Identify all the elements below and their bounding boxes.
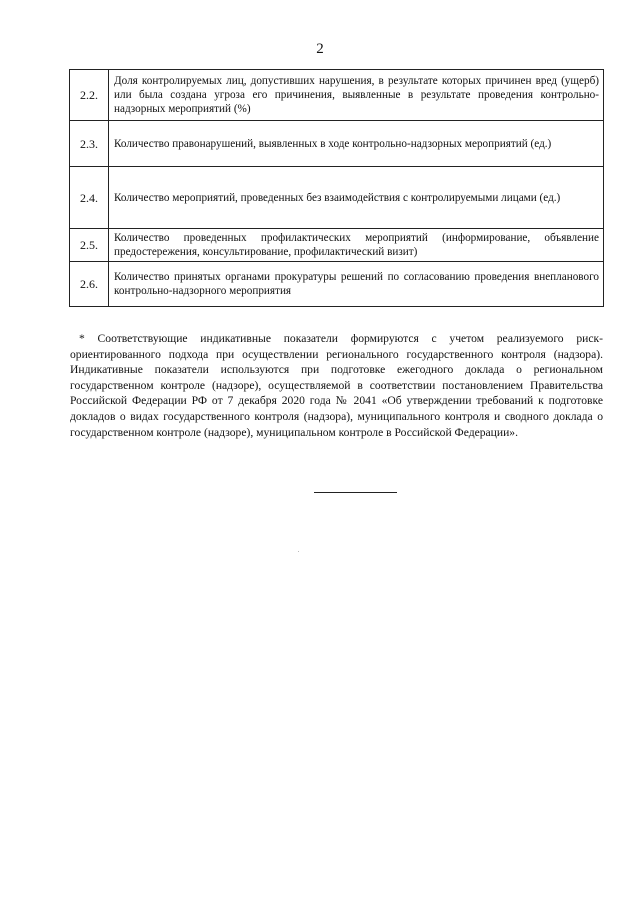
row-number: 2.2.	[70, 70, 109, 121]
table-row	[70, 70, 604, 121]
row-number: 2.3.	[70, 121, 109, 167]
row-number: 2.5.	[70, 229, 109, 262]
row-indicator-text: Количество мероприятий, проведенных без взаимодействия с контролируемыми лицами (ед.)	[109, 167, 604, 229]
row-indicator-text: Количество проведенных профилактических мероприятий (информирование, объявление предостережения, консультирование, профилактический визит)	[109, 229, 604, 262]
indicators-table	[69, 69, 604, 307]
table-row	[70, 262, 604, 307]
page-number: 2	[316, 41, 324, 57]
scan-artifact	[298, 551, 299, 552]
footnote: * Соответствующие индикативные показатели формируются с учетом реализуемого риск-ориентированного подхода при осуществлении регионального государственного контроля (надзора). Индикативные показатели используются при подготовке ежегодного доклада о региональном государственном контроле (надзоре), осуществляемой в соответствии постановлением Правительства Российской Федерации РФ от 7 декабря 2020 года № 2041 «Об утверждении требований к подготовке докладов о видах государственного контроля (надзора), муниципального контроля и сводного доклада о государственном контроле (надзоре), муниципальном контроле в Российской Федерации».	[70, 332, 603, 439]
table-row	[70, 229, 604, 262]
row-number: 2.6.	[70, 262, 109, 307]
row-indicator-text: Количество правонарушений, выявленных в ходе контрольно-надзорных мероприятий (ед.)	[109, 121, 604, 167]
row-indicator-text: Количество принятых органами прокуратуры решений по согласованию проведения внепланового контрольно-надзорного мероприятия	[109, 262, 604, 307]
table-row	[70, 167, 604, 229]
end-divider	[314, 492, 397, 493]
row-number: 2.4.	[70, 167, 109, 229]
row-indicator-text: Доля контролируемых лиц, допустивших нарушения, в результате которых причинен вред (ущерб) или была создана угроза его причинения, выявленные в результате проведения контрольно-надзорных мероприятий (%)	[109, 70, 604, 121]
table-row	[70, 121, 604, 167]
